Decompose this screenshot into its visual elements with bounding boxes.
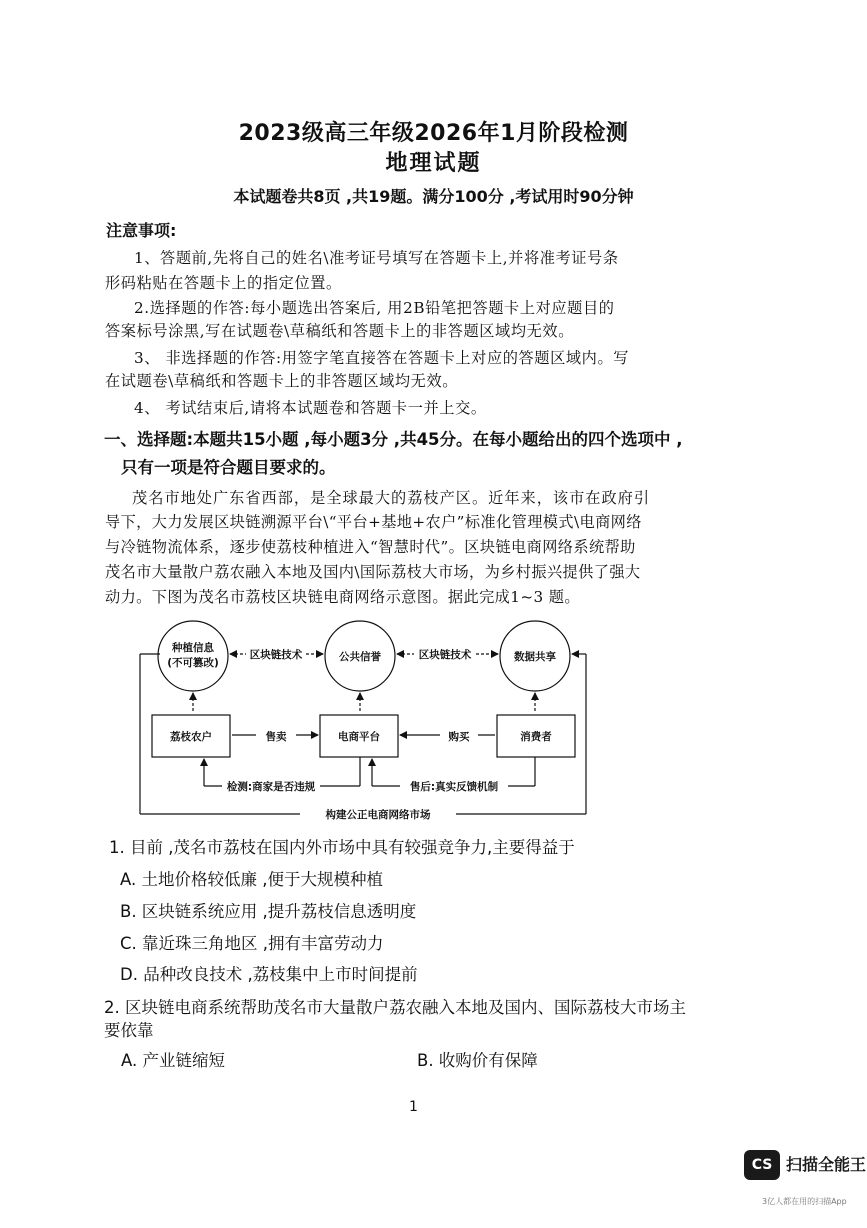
scanner-logo: CS [744,1150,780,1180]
passage-line: 导下，大力发展区块链溯源平台\“平台+基地+农户”标准化管理模式\电商网络 [105,513,642,531]
question-1-option-d: D. 品种改良技术 ,荔枝集中上市时间提前 [120,965,418,984]
public-credit-label: 公共信誉 [339,651,381,663]
planting-info-sublabel: (不可篡改) [167,657,219,669]
notice-line: 1、答题前,先将自己的姓名\准考证号填写在答题卡上,并将准考证号条 [134,249,619,267]
exam-title: 2023级高三年级2026年1月阶段检测 [238,121,629,146]
question-2-option-a: A. 产业链缩短 [121,1051,225,1070]
consumer-label: 消费者 [520,731,552,743]
farmer-label: 荔枝农户 [170,731,212,743]
blockchain-label-right: 区块链技术 [418,649,472,661]
subject-title: 地理试题 [385,151,482,176]
planting-info-circle [158,621,228,691]
question-1-option-a: A. 土地价格较低廉 ,便于大规模种植 [120,870,383,889]
platform-label: 电商平台 [338,731,380,743]
notice-line: 形码粘贴在答题卡上的指定位置。 [105,274,342,292]
notice-line: 2.选择题的作答:每小题选出答案后, 用2B铅笔把答题卡上对应题目的 [134,299,615,317]
aftersale-label: 售后:真实反馈机制 [409,781,499,793]
section-heading: 一、选择题:本题共15小题 ,每小题3分 ,共45分。在每小题给出的四个选项中 , [104,430,683,449]
passage-line: 茂名市地处广东省西部，是全球最大的荔枝产区。近年来，该市在政府引 [132,489,650,507]
question-2-option-b: B. 收购价有保障 [417,1051,538,1070]
notice-line: 4、 考试结束后,请将本试题卷和答题卡一并上交。 [134,399,487,417]
scanner-name: 扫描全能王 [786,1155,867,1174]
data-sharing-label: 数据共享 [514,651,556,663]
notice-line: 答案标号涂黑,写在试题卷\草稿纸和答题卡上的非答题区域均无效。 [105,322,574,340]
question-1-option-b: B. 区块链系统应用 ,提升荔枝信息透明度 [120,902,417,921]
question-1-option-c: C. 靠近珠三角地区 ,拥有丰富劳动力 [120,934,384,953]
passage-line: 动力。下图为茂名市荔枝区块链电商网络示意图。据此完成1~3 题。 [105,588,580,606]
section-heading-cont: 只有一项是符合题目要求的。 [121,458,336,477]
passage-line: 与冷链物流体系，逐步使荔枝种植进入“智慧时代”。区块链电商网络系统帮助 [105,538,636,556]
scanner-tagline: 3亿人都在用的扫描App [762,1197,847,1206]
notice-line: 3、 非选择题的作答:用签字笔直接答在答题卡上对应的答题区域内。写 [134,349,630,367]
inspection-label: 检测:商家是否违规 [226,781,316,793]
passage-line: 茂名市大量散户荔农融入本地及国内\国际荔枝大市场，为乡村振兴提供了强大 [105,563,641,581]
planting-info-label: 种植信息 [172,642,214,654]
market-label: 构建公正电商网络市场 [325,809,431,821]
buy-label: 购买 [448,731,470,743]
notice-line: 在试题卷\草稿纸和答题卡上的非答题区域均无效。 [105,372,459,390]
blockchain-label-left: 区块链技术 [249,649,303,661]
exam-info: 本试题卷共8页 ,共19题。满分100分 ,考试用时90分钟 [233,187,634,206]
question-1-stem: 1. 目前 ,茂名市荔枝在国内外市场中具有较强竞争力,主要得益于 [109,838,575,857]
question-2-stem-cont: 要依靠 [104,1021,154,1040]
page-number: 1 [409,1099,418,1115]
question-2-stem: 2. 区块链电商系统帮助茂名市大量散户荔农融入本地及国内、国际荔枝大市场主 [104,998,686,1017]
notice-heading: 注意事项: [106,221,177,240]
sell-label: 售卖 [265,731,287,743]
